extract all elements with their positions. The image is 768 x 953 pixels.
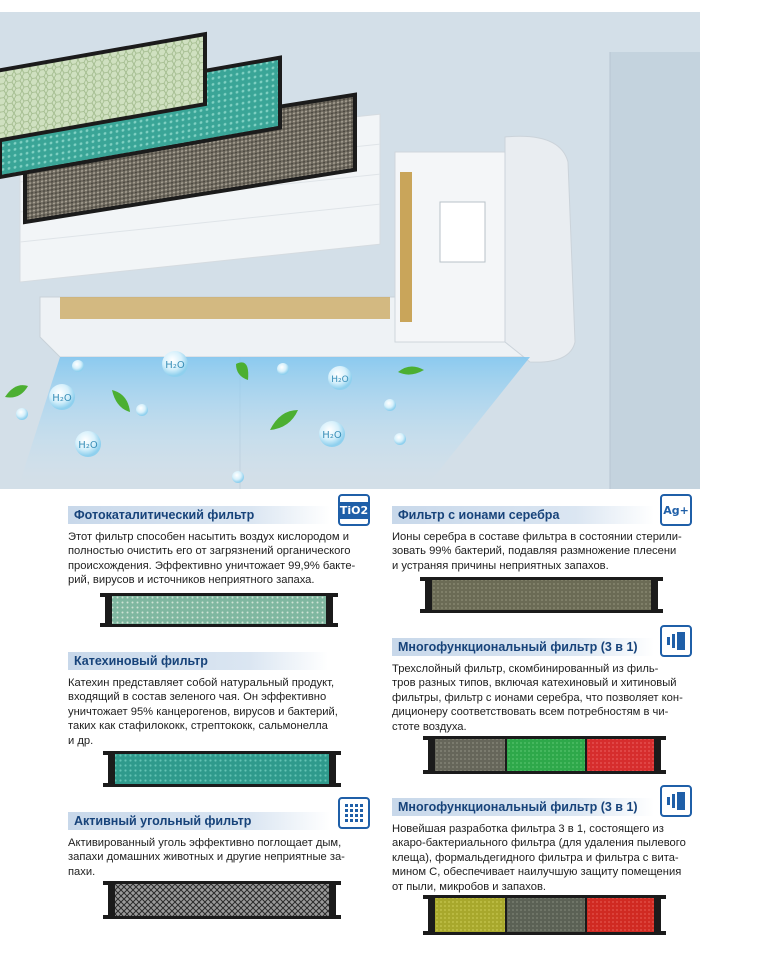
section-photocatalytic xyxy=(68,506,380,588)
text-line: происхождения. Эффективно уничтожает 99,9% бакте- xyxy=(68,559,356,572)
section-title: Фильтр с ионами серебра xyxy=(392,506,654,524)
text-line: клеща), формальдегидного фильтра и фильтра с вита- xyxy=(392,851,679,864)
text-line: Ионы серебра в составе фильтра в состоянии стерили- xyxy=(392,531,682,543)
catechin-filter-image xyxy=(103,748,343,790)
text-line: акаро-бактериального фильтра (для удаления пылевого xyxy=(392,837,686,850)
text-line: фильтры, фильтр с ионами серебра, что позволяет кон- xyxy=(392,691,683,704)
text-line: Новейшая разработка фильтра 3 в 1, состоящего из xyxy=(392,823,664,835)
multifunction-filter-2-image xyxy=(423,892,668,938)
text-line: рий, вирусов и источников неприятного запаха. xyxy=(68,574,315,587)
text-line: уничтожает 95% канцерогенов, вирусов и бактерий, xyxy=(68,705,338,718)
carbon-filter-image xyxy=(103,878,343,922)
section-title: Многофункциональный фильтр (3 в 1) xyxy=(392,638,654,656)
text-line: от пыли, микробов и запахов. xyxy=(392,880,546,893)
layers-badge-icon xyxy=(660,625,692,657)
text-line: пахи. xyxy=(68,865,96,878)
text-line: Активированный уголь эффективно поглощает дым, xyxy=(68,837,342,849)
tio2-badge-icon: TiO2 xyxy=(338,494,370,526)
text-line: и устраняя причины неприятных запахов. xyxy=(392,559,609,572)
air-conditioner-illustration xyxy=(0,12,700,489)
text-line: тров разных типов, включая катехиновый и хитиновый xyxy=(392,677,677,690)
section-silver xyxy=(392,506,704,573)
layers-badge-icon xyxy=(660,785,692,817)
svg-text:H₂O: H₂O xyxy=(331,375,349,385)
hero-illustration xyxy=(0,12,700,489)
text-line: Трехслойный фильтр, скомбинированный из филь- xyxy=(392,663,659,675)
section-title: Фотокаталитический фильтр xyxy=(68,506,330,524)
section-title: Катехиновый фильтр xyxy=(68,652,328,670)
photocatalytic-filter-image xyxy=(100,590,340,630)
section-multifunction-2 xyxy=(392,798,704,894)
section-title: Активный угольный фильтр xyxy=(68,812,330,830)
grid-badge-icon xyxy=(338,797,370,829)
multifunction-filter-1-image xyxy=(423,733,668,777)
svg-text:H₂O: H₂O xyxy=(165,360,185,371)
text-line: полностью очистить его от загрязнений органического xyxy=(68,545,351,558)
text-line: диционеру соответствовать всем потребностям в чи- xyxy=(392,706,669,719)
text-line: запахи домашних животных и другие неприятные за- xyxy=(68,851,345,864)
svg-text:H₂O: H₂O xyxy=(52,393,72,404)
silver-ion-badge-icon: Ag+ xyxy=(660,494,692,526)
text-line: таких как стафилококк, стрептококк, сальмонелла xyxy=(68,720,328,733)
section-catechin xyxy=(68,652,380,748)
text-line: зовать 99% бактерий, подавляя размножение плесени xyxy=(392,545,677,558)
text-line: стоте воздуха. xyxy=(392,720,467,733)
svg-text:H₂O: H₂O xyxy=(322,430,342,441)
text-line: мином С, обеспечивает наилучшую защиту помещения xyxy=(392,866,682,879)
text-line: Катехин представляет собой натуральный продукт, xyxy=(68,677,335,689)
silver-filter-image xyxy=(420,574,665,616)
section-title: Многофункциональный фильтр (3 в 1) xyxy=(392,798,654,816)
section-carbon xyxy=(68,812,380,879)
section-multifunction-1 xyxy=(392,638,704,734)
text-line: входящий в состав зеленого чая. Он эффективно xyxy=(68,691,327,704)
text-line: и др. xyxy=(68,734,94,747)
text-line: Этот фильтр способен насытить воздух кислородом и xyxy=(68,531,349,543)
svg-text:H₂O: H₂O xyxy=(78,440,98,451)
